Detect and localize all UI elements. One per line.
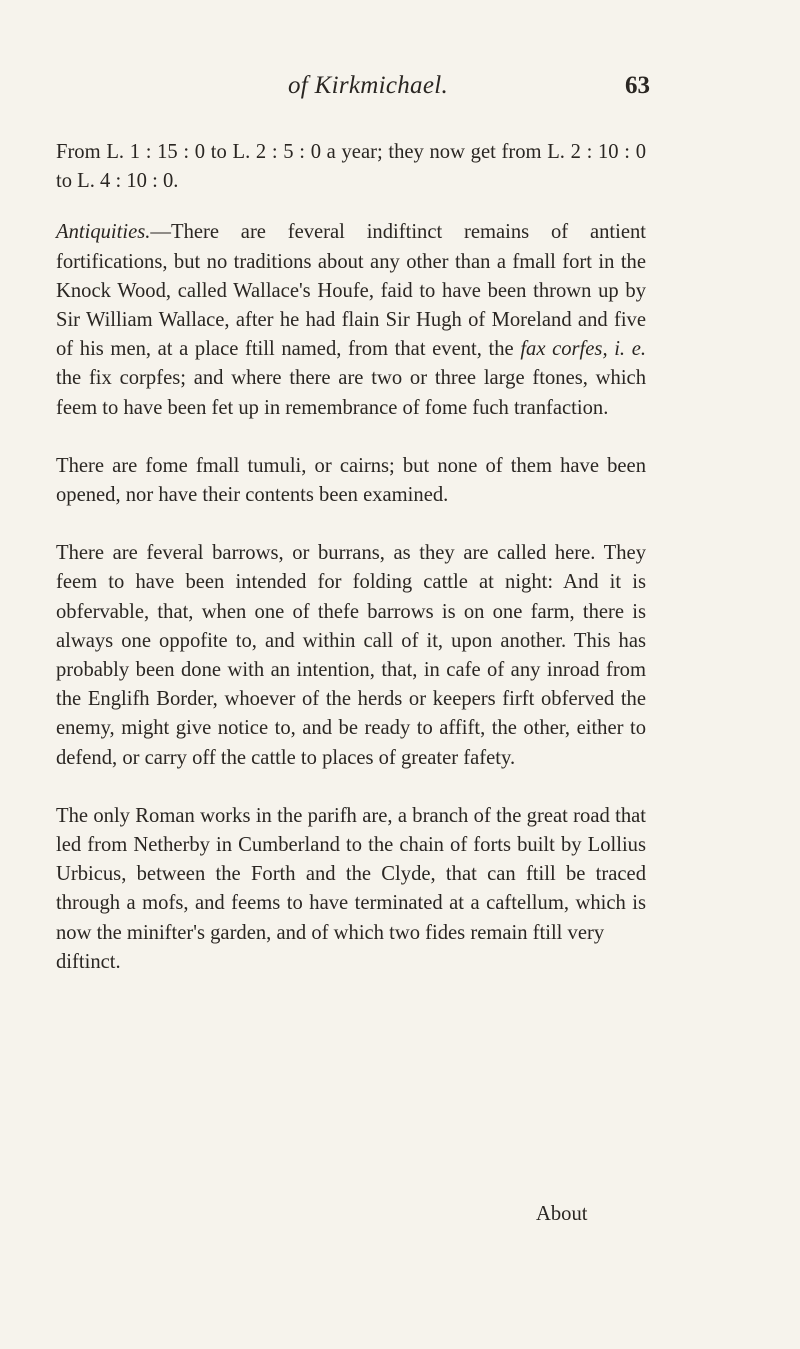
paragraph-roman-works-end: diftinct. <box>56 950 121 973</box>
italic-phrase: fax corfes, i. e. <box>520 338 646 361</box>
paragraph-antiquities-text-a: —There are feveral indiftinct remains of antient fortifications, but no traditions about any other than a fmall fort in the Knock Wood, called Wallace's Houfe, faid to have been thrown up by Sir William Wallace, after he had flain Sir Hugh of Moreland and five of his men, at a place ftill named, from that event, the <box>56 221 646 361</box>
page-number: 63 <box>625 72 650 99</box>
paragraph-tumuli: There are fome fmall tumuli, or cairns; but none of them have been opened, nor have their contents been examined. <box>56 454 646 507</box>
paragraph-wages: From L. 1 : 15 : 0 to L. 2 : 5 : 0 a year; they now get from L. 2 : 10 : 0 to L. 4 : 10 : 0. <box>56 141 646 193</box>
running-title: of Kirkmichael. <box>288 72 449 99</box>
paragraph-barrows: There are feveral barrows, or burrans, as they are called here. They feem to have been intended for folding cattle at night: And it is obfervable, that, when one of thefe barrows is on one farm, there is always one oppofite to, and within call of it, upon another. This has probably been done with an intention, that, in cafe of any inroad from the Englifh Border, whoever of the herds or keepers firft obferved the enemy, might give notice to, and be ready to affift, the other, either to defend, or carry off the cattle to places of greater fafety. <box>56 542 646 769</box>
body-text <box>56 138 646 977</box>
paragraph-antiquities-text-b: the fix corpfes; and where there are two or three large ftones, which feem to have been fet up in remembrance of fome fuch tranfaction. <box>56 367 646 419</box>
paragraph-antiquities <box>56 218 646 422</box>
paragraph-roman-works: The only Roman works in the parifh are, a branch of the great road that led from Netherby in Cumberland to the chain of forts built by Lollius Urbicus, between the Forth and the Clyde, that can ftill be traced through a mofs, and feems to have terminated at a caftellum, which is now the minifter's garden, and of which two fides remain ftill very <box>56 804 646 944</box>
page-header <box>0 72 800 112</box>
section-heading-antiquities: Antiquities. <box>56 221 151 244</box>
catchword: About <box>536 1203 588 1225</box>
